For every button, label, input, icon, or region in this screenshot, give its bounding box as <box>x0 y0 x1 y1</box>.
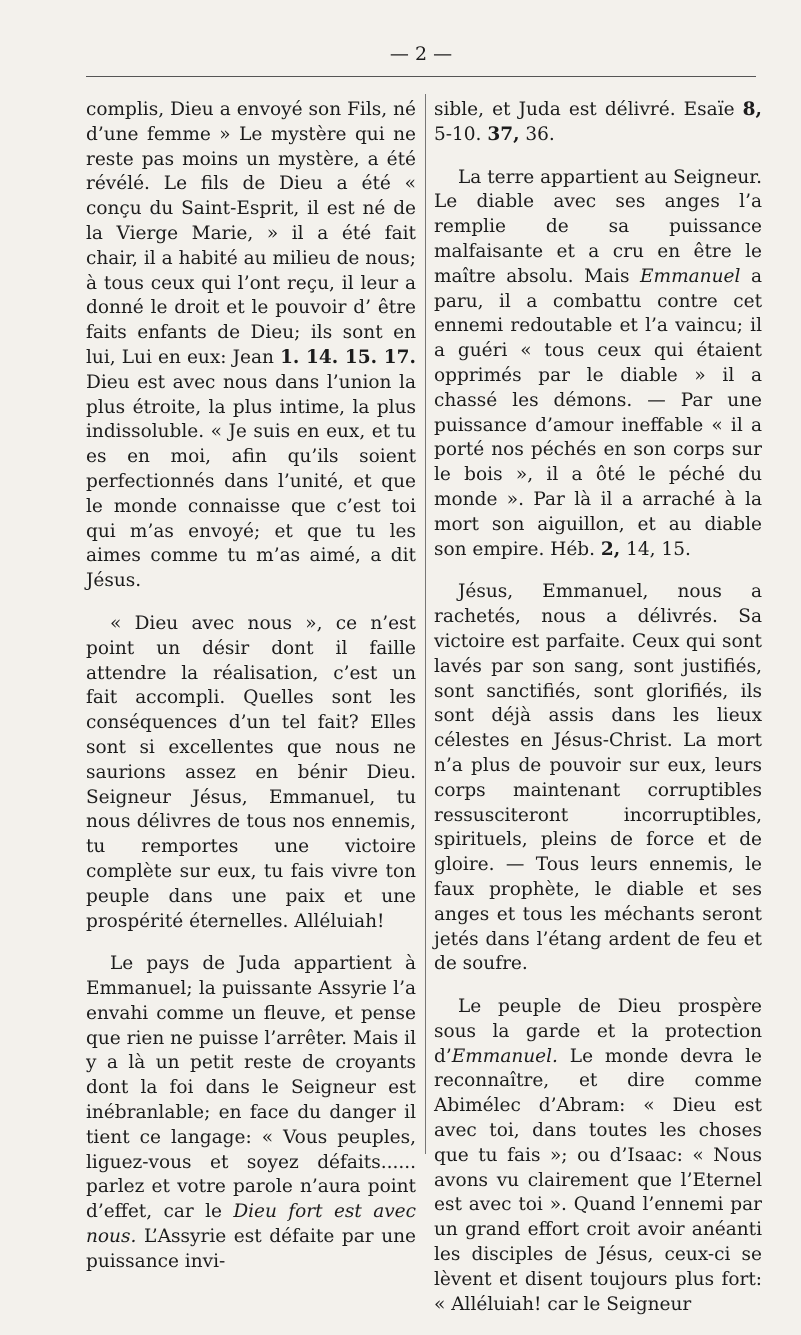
text-run: sible, et Juda est délivré. Esaïe <box>434 99 743 120</box>
italic-emphasis: Emmanuel. <box>451 1045 558 1067</box>
text-run: 14, 15. <box>620 538 691 560</box>
text-run: a paru, il a combattu contre cet ennemi redoutable et l’a vaincu; il a guéri « tous ceux qui étaient opprimés par le diable » il a chassé les démons. — Par une puissance d’amour ineffable « il a porté nos péchés en son corps sur le bois », il a ôté le péché du monde ». Par là il a arraché à la mort son aiguillon, et au diable son empire. Héb. <box>434 265 762 560</box>
paragraph <box>86 98 416 594</box>
bold-reference: 8, <box>742 99 762 120</box>
bold-reference: 37, <box>487 123 520 145</box>
text-run: L’Assyrie est défaite par une puissance invi- <box>86 1226 416 1272</box>
text-run: Le monde devra le reconnaître, et dire comme Abimélec d’Abram: « Dieu est avec toi, dans toutes les choses que tu fais »; ou d’Isaac: « Nous avons vu clairement que l’Eternel est avec toi ». Quand l’ennemi par un grand effort croit avoir anéanti les disciples de Jésus, ceux-ci se lèvent et disent toujours plus fort: « Alléluiah! car le Seigneur <box>434 1045 762 1315</box>
bold-reference: 1. 14. 15. 17. <box>280 346 416 368</box>
column-divider <box>425 94 426 1154</box>
text-run: Le peuple de Dieu prospère sous la garde et la protection d’ <box>434 996 762 1067</box>
text-run: Jésus, Emmanuel, nous a rachetés, nous a délivrés. Sa victoire est parfaite. Ceux qui sont lavés par son sang, sont justifiés, sont sanctifiés, sont glorifiés, ils sont déjà assis dans les lieux célestes en Jésus-Christ. La mort n’a plus de pouvoir sur eux, leurs corps maintenant corruptibles ressusciteront incorruptibles, spirituels, pleins de force et de gloire. — Tous leurs ennemis, le faux prophète, le diable et ses anges et tous les méchants seront jetés dans l’étang ardent de feu et de soufre. <box>434 581 762 975</box>
italic-emphasis: Dieu fort est avec nous. <box>86 1201 416 1248</box>
text-run: Le pays de Juda appartient à Emmanuel; la puissante Assyrie l’a envahi comme un fleuve, et pense que rien ne puisse l’arrêter. Mais il y a là un petit reste de croyants dont la foi dans le Seigneur est inébranlable; en face du danger il tient ce langage: « Vous peuples, liguez-vous et soyez défaits...... parlez et votre parole n’aura point d’effet, car le <box>86 953 416 1223</box>
text-run: 5-10. <box>434 123 488 145</box>
page-number: — 2 — <box>389 43 453 65</box>
text-run: complis, Dieu a envoyé son Fils, né d’une femme » Le mystère qui ne reste pas moins un mystère, a été révélé. Le fils de Dieu a été « conçu du Saint-Esprit, il est né de la Vierge Marie, » il a été fait chair, il a habité au milieu de nous; à tous ceux qui l’ont reçu, il leur a donné le droit et le pouvoir d’ être faits enfants de Dieu; ils sont en lui, Lui en eux: Jean <box>86 99 416 368</box>
text-run: 36. <box>519 123 555 145</box>
text-run: Dieu est avec nous dans l’union la plus étroite, la plus intime, la plus indissoluble. « Je suis en eux, et tu es en moi, afin qu’ils soient perfectionnés dans l’unité, et que le monde connaisse que c’est toi qui m’as envoyé; et que tu les aimes comme tu m’as aimé, a dit Jésus. <box>86 371 416 592</box>
header-rule <box>86 76 756 77</box>
right-column <box>434 98 762 1335</box>
text-run: « Dieu avec nous », ce n’est point un désir dont il faille attendre la réalisation, c’est un fait accompli. Quelles sont les conséquences d’un tel fait? Elles sont si excellentes que nous ne saurions assez en bénir Dieu. Seigneur Jésus, Emmanuel, tu nous délivres de tous nos ennemis, tu remportes une victoire complète sur eux, tu fais vivre ton peuple dans une paix et une prospérité éternelles. Alléluiah! <box>86 612 416 932</box>
left-column <box>86 98 416 1293</box>
paragraph <box>434 166 762 563</box>
text-run: La terre appartient au Seigneur. Le diable avec ses anges l’a remplie de sa puissance malfaisante et a cru en être le maître absolu. Mais <box>434 166 762 287</box>
paragraph <box>434 995 762 1317</box>
paragraph <box>434 580 762 977</box>
paragraph <box>434 98 762 148</box>
paragraph <box>86 612 416 934</box>
italic-emphasis: Emmanuel <box>640 265 741 287</box>
bold-reference: 2, <box>600 538 621 560</box>
paragraph <box>86 952 416 1274</box>
